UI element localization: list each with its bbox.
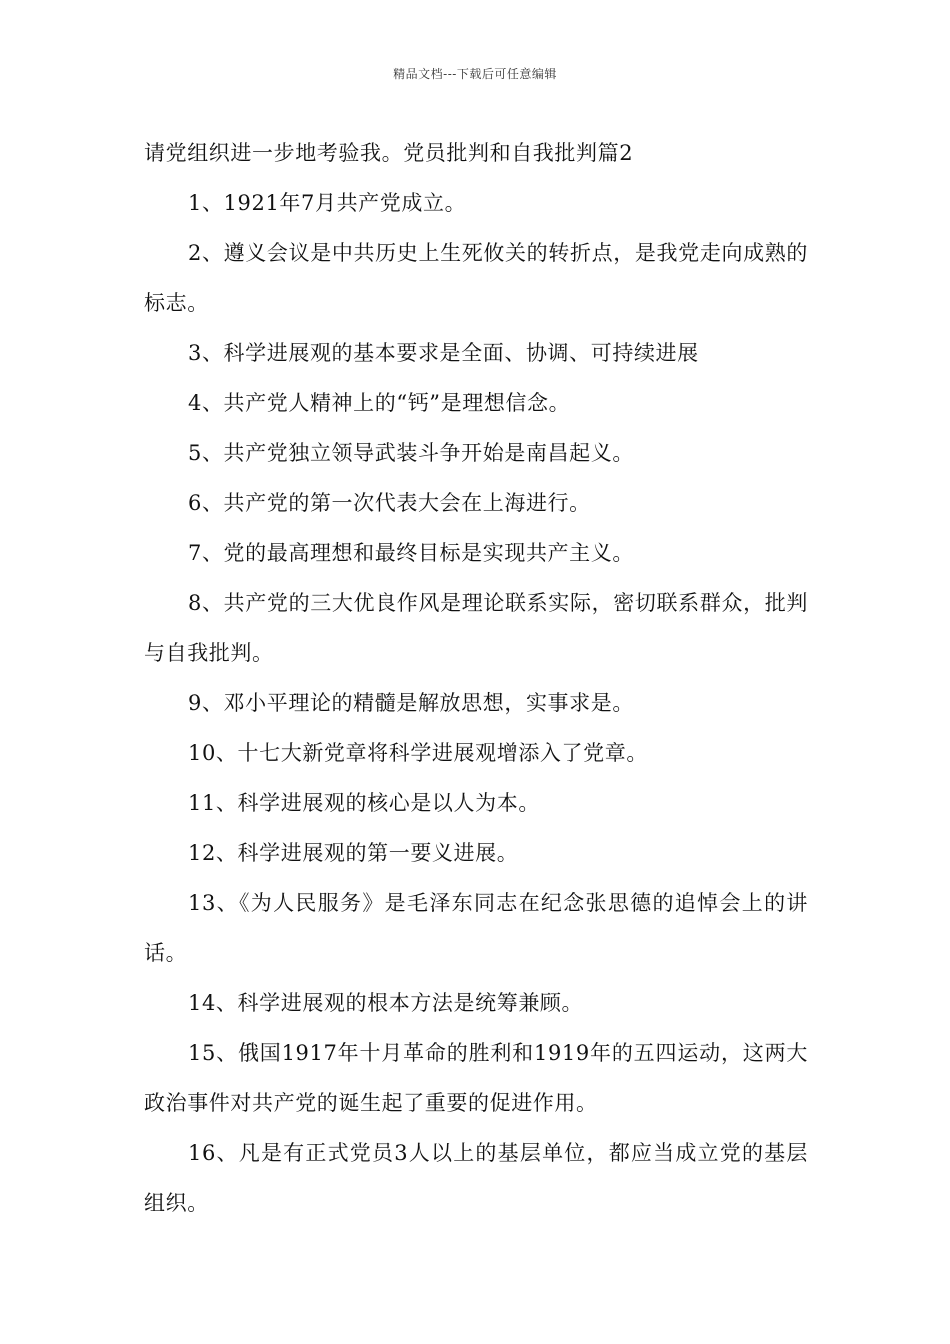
list-item: 8、共产党的三大优良作风是理论联系实际，密切联系群众，批判与自我批判。 [144, 591, 808, 665]
document-body [144, 128, 808, 1228]
list-item: 4、共产党人精神上的“钙”是理想信念。 [188, 391, 571, 415]
list-item: 3、科学进展观的基本要求是全面、协调、可持续进展 [188, 341, 699, 365]
list-item: 2、遵义会议是中共历史上生死攸关的转折点，是我党走向成熟的标志。 [144, 241, 808, 315]
list-item: 6、共产党的第一次代表大会在上海进行。 [188, 491, 591, 515]
list-item: 5、共产党独立领导武装斗争开始是南昌起义。 [188, 441, 634, 465]
list-item: 16、凡是有正式党员3人以上的基层单位，都应当成立党的基层组织。 [144, 1141, 808, 1215]
list-item: 14、科学进展观的根本方法是统筹兼顾。 [188, 991, 584, 1015]
list-item: 11、科学进展观的核心是以人为本。 [188, 791, 540, 815]
list-item: 7、党的最高理想和最终目标是实现共产主义。 [188, 541, 634, 565]
paragraph: 请党组织进一步地考验我。党员批判和自我批判篇2 [144, 141, 634, 165]
list-item: 12、科学进展观的第一要义进展。 [188, 841, 519, 865]
list-item: 9、邓小平理论的精髓是解放思想，实事求是。 [188, 691, 634, 715]
list-item: 1、1921年7月共产党成立。 [188, 191, 467, 215]
list-item: 10、十七大新党章将科学进展观增添入了党章。 [188, 741, 648, 765]
list-item: 13、《为人民服务》是毛泽东同志在纪念张思德的追悼会上的讲话。 [144, 891, 808, 965]
list-item: 15、俄国1917年十月革命的胜利和1919年的五四运动，这两大政治事件对共产党的诞生起了重要的促进作用。 [144, 1041, 808, 1115]
page-header: 精品文档---下载后可任意编辑 [393, 67, 557, 81]
